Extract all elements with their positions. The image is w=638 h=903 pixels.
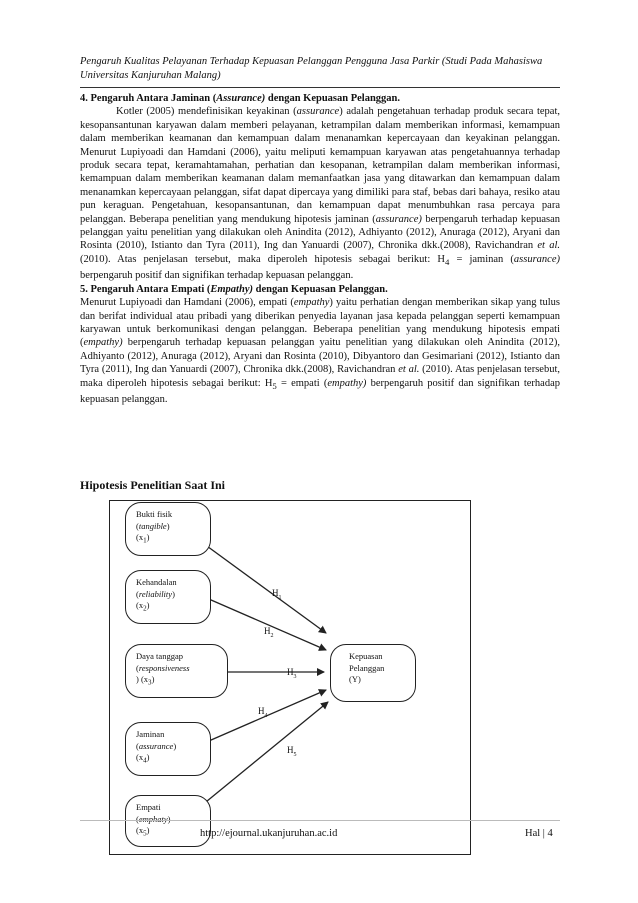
hypothesis-label-h1: $H_1$ [272,588,282,601]
section-5-paragraph: Menurut Lupiyoadi dan Hamdani (2006), empati (empathy) yaitu perhatian dengan memberikan sikap yang tulus dan berifat individual atau pribadi yang diberikan penyedia layanan jasa kepada pelanggan seperti kemampuan karyawan untuk berkomunikasi dengan pelanggan. Beberapa penelitian yang mendukung hipotesis empati (empathy) berpengaruh terhadap kepuasan pelanggan yaitu penelitian yang dilakukan oleh Anindita (2012), Adhiyanto (2012), Anuraga (2012), Aryani dan Rosinta (2010), Dibyantoro dan Gesimariani (2012), Istianto dan Tyra (2011), Ing dan Yanuardi (2007), Chronika dkk.(2008), Ravichandran et al. (2010). Atas penjelasan tersebut, maka diperoleh hipotesis sebagai berikut: $H_5$ = empati (empathy) berpengaruh positif dan signifikan terhadap kepuasan pelanggan. [80,297,561,406]
section-4-paragraph: Kotler (2005) mendefinisikan keyakinan (assurance) adalah pengetahuan terhadap produk secara tepat, kesopansantunan karyawan dalam memberi pelayanan, ketrampilan dalam memberikan informasi, kemampuan dalam memberikan keamanan dan kemampuan dalam menanamkan kepercayaan dan keyakinan pelanggan. Menurut Lupiyoadi dan Hamdani (2006), yaitu meliputi kemampuan karyawan atas pengetahuannya terhadap produk secara tepat, keramahtamahan, perhatian dan kesopanan, ketrampilan dalam memberikan informasi, kemampuan dalam memberikan keamanan dalam memanfaatkan jasa yang ditawarkan dan kemampuan dalam menanamkan kepercayaan pelanggan, sifat dapat dipercaya yang dimiliki para staf, bebas dari bahaya, resiko atau pun keraguan. Pengetahuan, kesopansantunan, dan kemampuan dapat menumbuhkan rasa percaya para pelanggan. Beberapa penelitian yang mendukung hipotesis jaminan (assurance) berpengaruh terhadap kepuasan pelanggan yaitu penelitian yang dilakukan oleh Anindita (2012), Adhiyanto (2012), Anuraga (2012), Aryani dan Rosinta (2010), Istianto dan Tyra (2011), Ing dan Yanuardi (2007), Chronika dkk.(2008), Ravichandran et al. (2010). Atas penjelasan tersebut, maka diperoleh hipotesis sebagai berikut: $H_4$ = jaminan (assurance) berpengaruh positif dan signifikan terhadap kepuasan pelanggan. [80,106,560,282]
variable-box-tangible: Bukti fisik (tangible) $(x_1)$ [125,502,211,556]
page-number: Hal | 4 [525,828,553,839]
hypothesis-label-h5: $H_5$ [287,745,297,758]
variable-box-assurance: Jaminan (assurance) $(x_4)$ [125,722,211,776]
diagram-title: Hipotesis Penelitian Saat Ini [80,478,226,492]
section-5-heading: 5. Pengaruh Antara Empati (Empathy) dengan Kepuasan Pelanggan. [80,283,388,295]
variable-box-satisfaction: Kepuasan Pelanggan (Y) [330,644,416,702]
hypothesis-label-h2: $H_2$ [264,626,274,639]
hypothesis-label-h3: $H_3$ [287,667,297,680]
arrow-h2 [195,593,326,650]
footer-url-link[interactable]: http://ejournal.ukanjuruhan.ac.id [200,828,338,839]
variable-box-responsiveness: Daya tanggap (responsiveness ) $(x_3)$ [125,644,228,698]
variable-box-empathy: Empati (emphaty) $(x_5)$ [125,795,211,847]
section-4-heading: 4. Pengaruh Antara Jaminan (Assurance) dengan Kepuasan Pelanggan. [80,93,401,104]
footer-rule [80,820,560,821]
variable-box-reliability: Kehandalan (reliability) $(x_2)$ [125,570,211,624]
hypothesis-label-h4: $H_4$ [258,706,268,719]
running-header: Pengaruh Kualitas Pelayanan Terhadap Kepuasan Pelanggan Pengguna Jasa Parkir (Studi Pada Mahasiswa Universitas Kanjuruhan Malang) [80,56,543,81]
